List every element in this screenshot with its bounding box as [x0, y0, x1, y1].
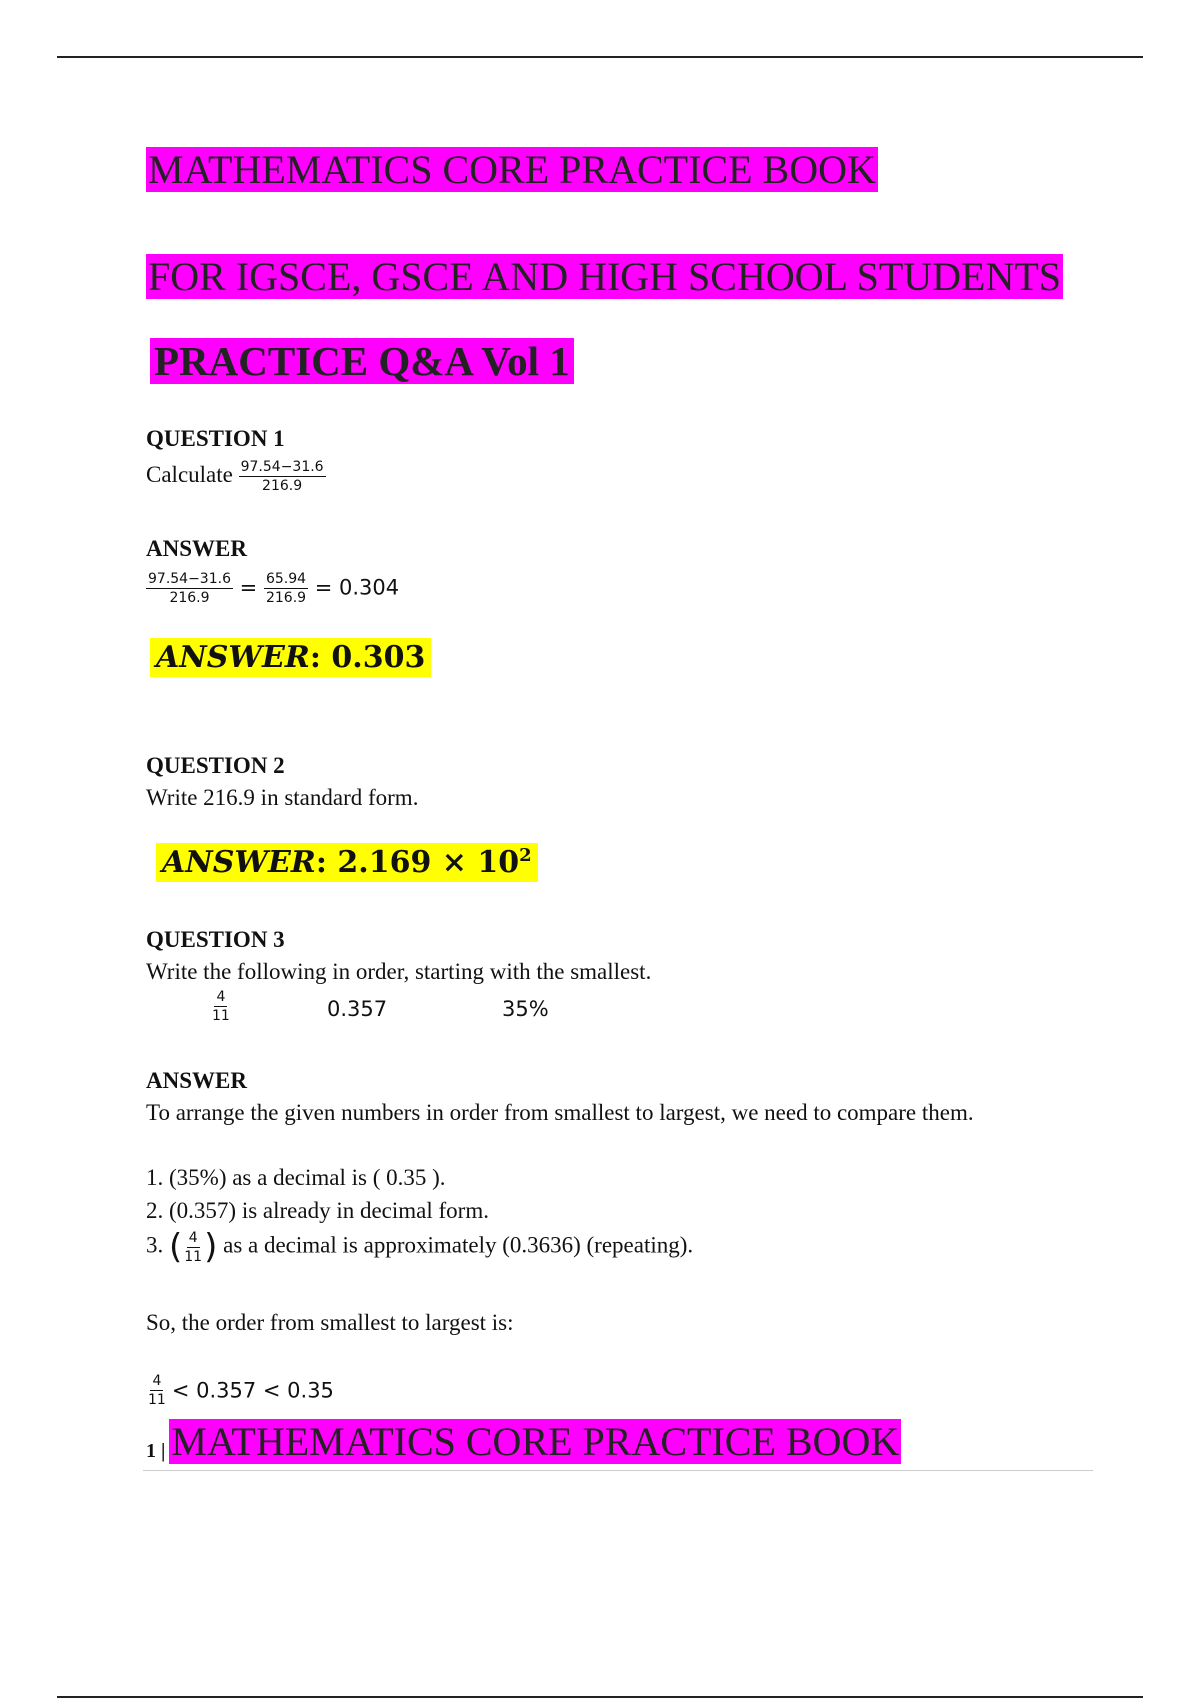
- q1-prompt-text: Calculate: [146, 461, 233, 487]
- q2-final-value: : 2.169 × 10: [315, 845, 520, 880]
- q3-fraction-num: 4: [216, 989, 226, 1005]
- q3-fraction: [210, 988, 232, 1025]
- top-rule: [57, 56, 1143, 58]
- bottom-rule: [57, 1696, 1143, 1698]
- q2-heading: QUESTION 2: [146, 753, 285, 778]
- q1-answer-heading: ANSWER: [146, 536, 247, 561]
- q1-work-equals: =: [239, 575, 258, 600]
- footer-rule: [143, 1470, 1093, 1471]
- q2-final-answer-box: [156, 843, 538, 882]
- q3-order-rest: < 0.357 < 0.35: [171, 1378, 334, 1403]
- q3-step-3-open-paren: (: [169, 1227, 183, 1267]
- q1-work-fraction-2: [264, 570, 308, 607]
- volume-title: [150, 337, 574, 385]
- q1-work-fraction-1: [146, 570, 233, 607]
- q3-order: [146, 1372, 334, 1409]
- q3-step-2: 2. (0.357) is already in decimal form.: [146, 1198, 489, 1223]
- book-title: [146, 146, 878, 194]
- q3-value-decimal: 0.357: [327, 997, 388, 1021]
- q3-step-3-text: as a decimal is approximately (0.3636) (repeating).: [223, 1232, 694, 1258]
- q1-final-label: ANSWER: [156, 640, 310, 675]
- book-title-text: MATHEMATICS CORE PRACTICE BOOK: [148, 147, 876, 192]
- book-subtitle: [146, 253, 1063, 301]
- q1-denominator: 216.9: [262, 478, 303, 494]
- q3-heading: QUESTION 3: [146, 927, 285, 952]
- q1-working: [146, 570, 399, 607]
- footer-title: MATHEMATICS CORE PRACTICE BOOK: [171, 1419, 900, 1464]
- q1-work-result: = 0.304: [314, 575, 400, 600]
- q3-prompt: Write the following in order, starting with the smallest.: [146, 959, 652, 984]
- q2-prompt: Write 216.9 in standard form.: [146, 785, 419, 810]
- q3-step-3-den: 11: [184, 1248, 203, 1265]
- q3-value-percent: 35%: [502, 997, 549, 1021]
- q3-order-den: 11: [148, 1392, 166, 1408]
- q2-final-label: ANSWER: [162, 845, 316, 880]
- q1-work-num-1: 97.54−31.6: [148, 571, 231, 587]
- q1-work-den-1: 216.9: [169, 590, 210, 606]
- q3-step-3-fraction: [182, 1229, 204, 1266]
- q1-numerator: 97.54−31.6: [240, 459, 324, 475]
- q3-order-num: 4: [152, 1373, 162, 1389]
- q1-final-answer: [150, 640, 431, 675]
- q3-step-3-number: 3.: [146, 1232, 164, 1258]
- q3-intro: To arrange the given numbers in order from smallest to largest, we need to compare them.: [146, 1100, 974, 1125]
- q3-step-3-num: 4: [188, 1229, 198, 1246]
- q3-conclusion: So, the order from smallest to largest is:: [146, 1310, 514, 1335]
- q3-step-1: 1. (35%) as a decimal is ( 0.35 ).: [146, 1165, 446, 1190]
- q3-step-3: [146, 1227, 693, 1267]
- q1-heading: QUESTION 1: [146, 426, 285, 451]
- q1-final-value: : 0.303: [309, 640, 426, 675]
- q1-work-num-2: 65.94: [265, 571, 307, 587]
- book-subtitle-text: FOR IGSCE, GSCE AND HIGH SCHOOL STUDENTS: [148, 254, 1062, 299]
- page-number: 1 |: [146, 1439, 166, 1462]
- q1-prompt: [146, 458, 326, 495]
- q3-fraction-den: 11: [212, 1008, 230, 1024]
- page-footer: [146, 1418, 901, 1466]
- q3-value-fraction: [210, 988, 232, 1025]
- q3-answer-heading: ANSWER: [146, 1068, 247, 1093]
- q2-final-answer: [156, 845, 538, 880]
- q1-final-answer-box: [150, 638, 431, 677]
- q3-order-fraction: [146, 1372, 168, 1409]
- q3-step-3-close-paren: ): [204, 1227, 218, 1267]
- q2-final-exponent: 2: [519, 845, 532, 866]
- q1-work-den-2: 216.9: [265, 590, 307, 606]
- volume-title-text: PRACTICE Q&A Vol 1: [150, 338, 574, 384]
- q1-fraction: [239, 458, 326, 495]
